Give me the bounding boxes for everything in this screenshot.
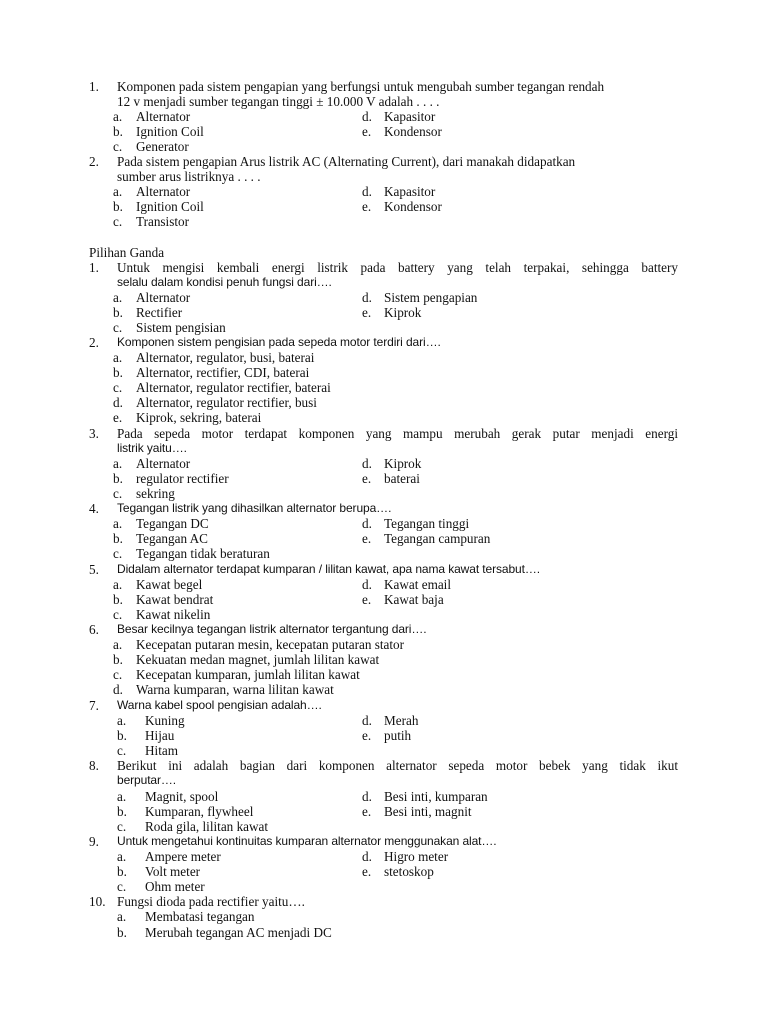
option-text: Kiprok, sekring, baterai <box>136 410 262 425</box>
option-key: a. <box>113 350 123 365</box>
option-text: Kawat begel <box>136 577 203 592</box>
question-text: Pada sistem pengapian Arus listrik AC (Alternating Current), dari manakah didapatkan <box>117 154 576 169</box>
option-key: e. <box>113 410 123 425</box>
option-text: Tegangan tidak beraturan <box>136 546 270 561</box>
option-key: d. <box>362 456 372 471</box>
option-text: Sistem pengisian <box>136 320 226 335</box>
question-text: listrik yaitu…. <box>117 441 187 455</box>
option-text: Alternator <box>136 184 191 199</box>
option-key: d. <box>362 184 372 199</box>
option-text: Sistem pengapian <box>384 290 478 305</box>
question-number: 7. <box>89 698 99 713</box>
question-number: 2. <box>89 154 99 169</box>
question-number: 3. <box>89 426 99 441</box>
option-text: Kecepatan kumparan, jumlah lilitan kawat <box>136 667 360 682</box>
question-text: Fungsi dioda pada rectifier yaitu…. <box>117 894 305 909</box>
option-text: Kawat baja <box>384 592 444 607</box>
option-key: c. <box>117 743 127 758</box>
option-key: a. <box>113 637 123 652</box>
question-number: 6. <box>89 622 99 637</box>
option-text: Kondensor <box>384 124 442 139</box>
option-text: Volt meter <box>145 864 201 879</box>
question-text: Pada sepeda motor terdapat komponen yang mampu merubah gerak putar menjadi energi <box>117 426 678 441</box>
option-text: putih <box>384 728 412 743</box>
option-text: Kapasitor <box>384 184 436 199</box>
option-key: d. <box>362 577 372 592</box>
option-text: Alternator, regulator rectifier, busi <box>136 395 317 410</box>
option-text: Hijau <box>145 728 175 743</box>
question-text: Tegangan listrik yang dihasilkan alternator berupa…. <box>117 501 392 515</box>
option-text: Kapasitor <box>384 109 436 124</box>
option-text: Higro meter <box>384 849 449 864</box>
option-key: b. <box>113 531 123 546</box>
option-text: Kuning <box>145 713 185 728</box>
option-text: Warna kumparan, warna lilitan kawat <box>136 682 334 697</box>
option-key: e. <box>362 531 372 546</box>
option-key: c. <box>113 546 123 561</box>
option-text: Ohm meter <box>145 879 205 894</box>
option-text: Merubah tegangan AC menjadi DC <box>145 925 332 940</box>
question-text: Warna kabel spool pengisian adalah…. <box>117 698 322 712</box>
option-key: b. <box>113 471 123 486</box>
option-key: e. <box>362 804 372 819</box>
option-text: Alternator, regulator rectifier, baterai <box>136 380 331 395</box>
option-key: e. <box>362 728 372 743</box>
option-key: b. <box>117 804 127 819</box>
question-text: Besar kecilnya tegangan listrik alternator tergantung dari…. <box>117 622 427 636</box>
option-key: c. <box>113 380 123 395</box>
question-number: 1. <box>89 79 99 94</box>
option-key: a. <box>117 713 127 728</box>
option-key: c. <box>113 139 123 154</box>
option-key: e. <box>362 199 372 214</box>
question-number: 2. <box>89 335 99 350</box>
option-key: d. <box>362 849 372 864</box>
option-text: Membatasi tegangan <box>145 909 255 924</box>
option-key: b. <box>113 365 123 380</box>
question-text: selalu dalam kondisi penuh fungsi dari…. <box>117 275 332 289</box>
question-number: 8. <box>89 758 99 773</box>
question-number: 5. <box>89 562 99 577</box>
option-text: Ampere meter <box>145 849 221 864</box>
option-key: c. <box>113 607 123 622</box>
question-number: 1. <box>89 260 99 275</box>
option-text: Roda gila, lilitan kawat <box>145 819 269 834</box>
option-key: a. <box>117 789 127 804</box>
question-number: 10. <box>89 894 106 909</box>
option-text: Kiprok <box>384 456 422 471</box>
question-number: 4. <box>89 501 99 516</box>
option-text: Ignition Coil <box>136 199 204 214</box>
option-text: Kumparan, flywheel <box>145 804 254 819</box>
option-key: c. <box>117 819 127 834</box>
option-key: a. <box>117 849 127 864</box>
option-key: b. <box>113 199 123 214</box>
option-text: Kecepatan putaran mesin, kecepatan putaran stator <box>136 637 405 652</box>
question-text: 12 v menjadi sumber tegangan tinggi ± 10.000 V adalah . . . . <box>117 94 440 109</box>
option-key: e. <box>362 864 372 879</box>
option-key: e. <box>362 124 372 139</box>
option-key: c. <box>113 320 123 335</box>
option-text: Rectifier <box>136 305 183 320</box>
question-text: Didalam alternator terdapat kumparan / lilitan kawat, apa nama kawat tersabut…. <box>117 562 540 576</box>
option-text: Kawat nikelin <box>136 607 211 622</box>
option-key: a. <box>113 516 123 531</box>
option-key: a. <box>113 456 123 471</box>
option-key: d. <box>362 713 372 728</box>
option-key: a. <box>113 109 123 124</box>
option-text: stetoskop <box>384 864 434 879</box>
option-text: Kondensor <box>384 199 442 214</box>
option-text: baterai <box>384 471 420 486</box>
question-text: Berikut ini adalah bagian dari komponen alternator sepeda motor bebek yang tidak ikut <box>117 758 678 773</box>
option-key: e. <box>362 471 372 486</box>
option-text: Kiprok <box>384 305 422 320</box>
question-text: sumber arus listriknya . . . . <box>117 169 261 184</box>
option-key: b. <box>117 864 127 879</box>
option-key: a. <box>113 577 123 592</box>
option-text: Besi inti, magnit <box>384 804 472 819</box>
option-text: Merah <box>384 713 419 728</box>
option-text: Alternator, rectifier, CDI, baterai <box>136 365 310 380</box>
option-key: e. <box>362 592 372 607</box>
option-text: Tegangan campuran <box>384 531 491 546</box>
option-key: c. <box>113 486 123 501</box>
option-text: Generator <box>136 139 189 154</box>
option-key: c. <box>117 879 127 894</box>
option-key: b. <box>117 728 127 743</box>
section-title: Pilihan Ganda <box>89 245 165 260</box>
option-text: Hitam <box>145 743 178 758</box>
option-key: b. <box>113 305 123 320</box>
option-text: Kekuatan medan magnet, jumlah lilitan kawat <box>136 652 380 667</box>
option-text: Alternator, regulator, busi, baterai <box>136 350 315 365</box>
option-key: a. <box>117 909 127 924</box>
option-text: regulator rectifier <box>136 471 229 486</box>
option-key: b. <box>113 652 123 667</box>
option-key: a. <box>113 184 123 199</box>
question-text: Komponen sistem pengisian pada sepeda motor terdiri dari…. <box>117 335 441 349</box>
option-text: Tegangan tinggi <box>384 516 470 531</box>
question-text: Untuk mengisi kembali energi listrik pada battery yang telah terpakai, sehingga battery <box>117 260 678 275</box>
option-key: d. <box>113 395 123 410</box>
option-text: Transistor <box>136 214 190 229</box>
option-text: Besi inti, kumparan <box>384 789 488 804</box>
option-key: b. <box>113 124 123 139</box>
question-text: Komponen pada sistem pengapian yang berfungsi untuk mengubah sumber tegangan rendah <box>117 79 605 94</box>
option-text: Ignition Coil <box>136 124 204 139</box>
question-text: berputar…. <box>117 773 177 787</box>
option-key: d. <box>362 290 372 305</box>
option-key: a. <box>113 290 123 305</box>
option-key: d. <box>362 109 372 124</box>
option-key: d. <box>362 789 372 804</box>
option-key: c. <box>113 214 123 229</box>
option-key: d. <box>362 516 372 531</box>
option-key: d. <box>113 682 123 697</box>
option-text: Alternator <box>136 290 191 305</box>
option-key: c. <box>113 667 123 682</box>
option-text: Alternator <box>136 109 191 124</box>
option-text: Tegangan DC <box>136 516 209 531</box>
option-text: sekring <box>136 486 175 501</box>
option-text: Alternator <box>136 456 191 471</box>
question-number: 9. <box>89 834 99 849</box>
option-key: b. <box>113 592 123 607</box>
option-text: Kawat email <box>384 577 452 592</box>
option-key: e. <box>362 305 372 320</box>
option-text: Tegangan AC <box>136 531 208 546</box>
option-text: Kawat bendrat <box>136 592 214 607</box>
option-text: Magnit, spool <box>145 789 219 804</box>
question-text: Untuk mengetahui kontinuitas kumparan alternator menggunakan alat…. <box>117 834 497 848</box>
option-key: b. <box>117 925 127 940</box>
